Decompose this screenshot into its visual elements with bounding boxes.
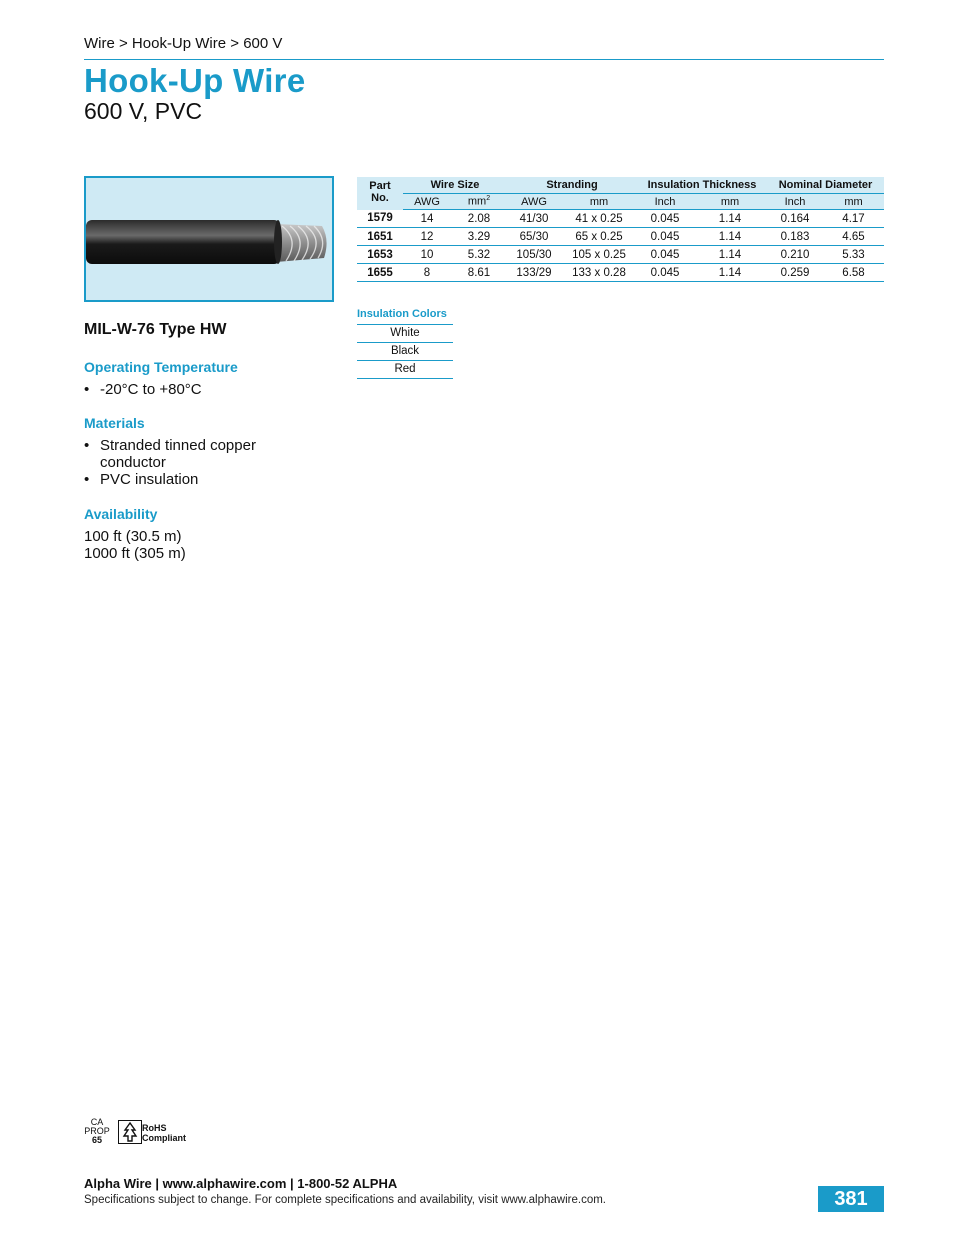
- ca-prop-65-logo: CA PROP 65: [84, 1117, 110, 1145]
- table-row: 1651 12 3.29 65/30 65 x 0.25 0.045 1.14 0.183 4.65: [357, 228, 884, 246]
- unit-header: Inch: [767, 194, 823, 210]
- spec-title: MIL-W-76 Type HW: [84, 321, 227, 338]
- insulation-thickness-header: Insulation Thickness: [637, 177, 767, 194]
- unit-header: mm: [561, 194, 637, 210]
- part-no-header: Part No.: [369, 180, 391, 204]
- operating-temperature-heading: Operating Temperature: [84, 359, 238, 375]
- nominal-diameter-header: Nominal Diameter: [767, 177, 884, 194]
- table-row: 1653 10 5.32 105/30 105 x 0.25 0.045 1.14 0.210 5.33: [357, 246, 884, 264]
- tree-icon: [118, 1120, 142, 1144]
- list-item: Black: [357, 343, 453, 361]
- footer-company: Alpha Wire | www.alphawire.com | 1-800-52 ALPHA: [84, 1176, 398, 1191]
- page-subtitle: 600 V, PVC: [84, 98, 203, 124]
- insulation-colors-heading: Insulation Colors: [357, 308, 453, 325]
- unit-header: AWG: [403, 194, 451, 210]
- page-number: 381: [818, 1186, 884, 1212]
- availability-list: [84, 528, 186, 562]
- header-rule: [84, 59, 884, 60]
- breadcrumb: Wire > Hook-Up Wire > 600 V: [84, 35, 283, 52]
- unit-header: mm: [693, 194, 767, 210]
- materials-heading: Materials: [84, 415, 145, 431]
- availability-heading: Availability: [84, 506, 158, 522]
- footer-disclaimer: Specifications subject to change. For complete specifications and availability, visit www.alphawire.com.: [84, 1194, 607, 1206]
- spec-table: [357, 177, 884, 282]
- stranded-wire-image: [86, 178, 332, 300]
- table-row: 1579 14 2.08 41/30 41 x 0.25 0.045 1.14 0.164 4.17: [357, 210, 884, 228]
- list-item: • Stranded tinned copper conductor • PVC insulation: [84, 437, 256, 488]
- rohs-logo-text: RoHS Compliant: [142, 1123, 186, 1143]
- unit-header: AWG: [507, 194, 561, 210]
- wire-size-header: Wire Size: [403, 177, 507, 194]
- stranding-header: Stranding: [507, 177, 637, 194]
- insulation-colors: [357, 308, 453, 379]
- unit-header: $mm^2$: [451, 194, 507, 210]
- product-photo: [84, 176, 334, 302]
- unit-header: Inch: [637, 194, 693, 210]
- list-item: 1000 ft (305 m): [84, 545, 186, 562]
- table-row: 1655 8 8.61 133/29 133 x 0.28 0.045 1.14 0.259 6.58: [357, 264, 884, 282]
- list-item: • -20°C to +80°C: [84, 381, 202, 398]
- list-item: Red: [357, 361, 453, 379]
- list-item: White: [357, 325, 453, 343]
- list-item: 100 ft (30.5 m): [84, 528, 182, 545]
- page-title: Hook-Up Wire: [84, 62, 306, 99]
- unit-header: mm: [823, 194, 884, 210]
